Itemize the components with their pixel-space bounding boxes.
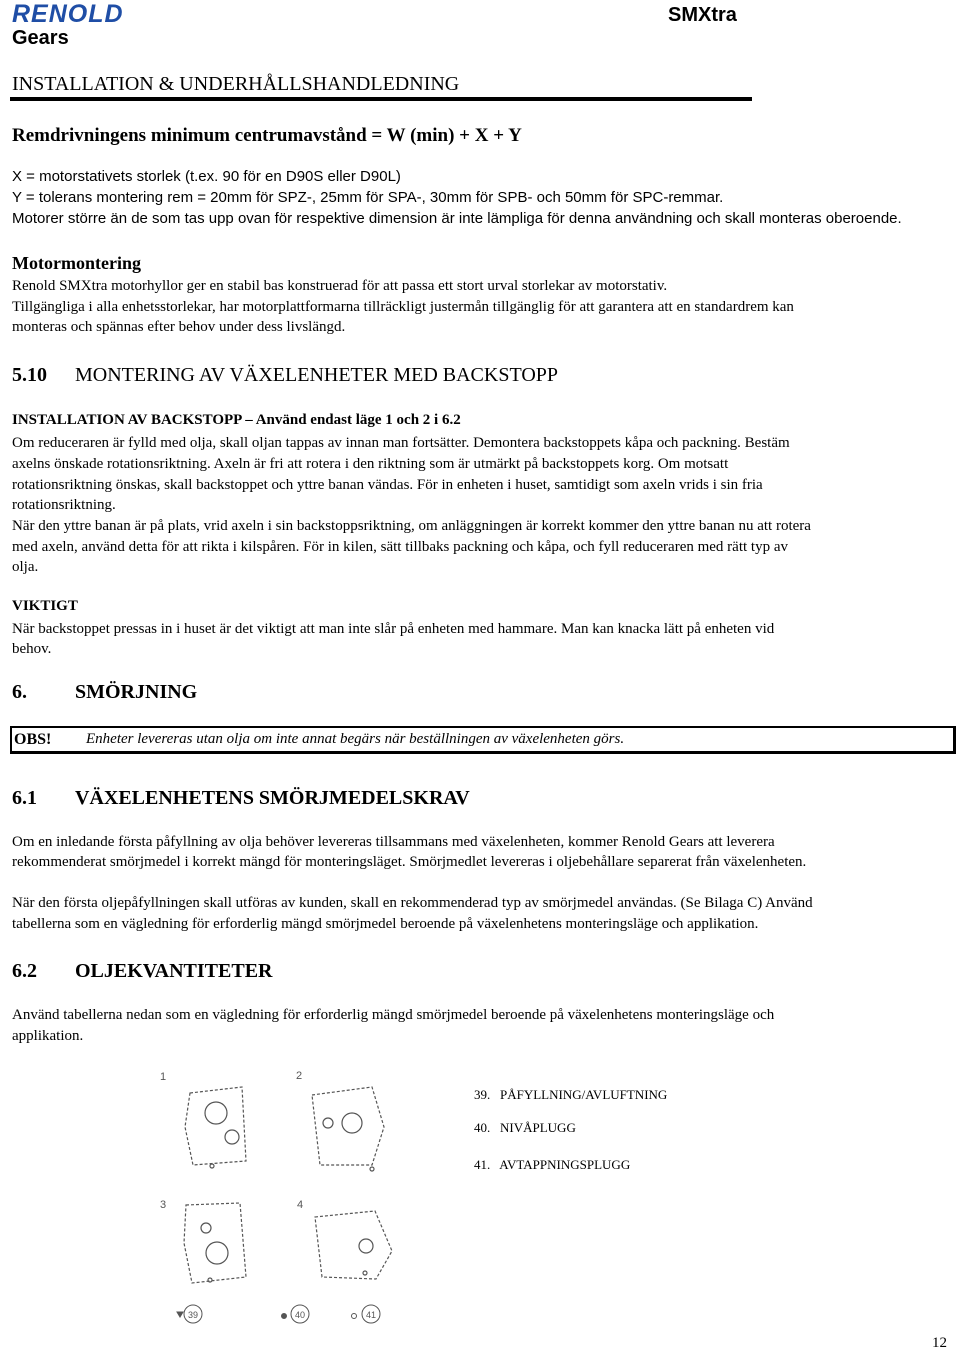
housing-position-4 xyxy=(315,1211,392,1279)
port-circle xyxy=(205,1102,227,1124)
fill-symbol-icon xyxy=(177,1312,183,1317)
port-circle xyxy=(363,1271,367,1275)
section-number: 5.10 xyxy=(12,364,47,386)
paragraph-line: När den första oljepåfyllningen skall utföras av kunden, skall en rekommenderad typ av smörjmedel användas. (Se Bilaga C) Använd xyxy=(12,895,813,911)
section-6-2-heading xyxy=(12,960,272,983)
section-title: SMÖRJNING xyxy=(75,681,198,703)
symbol-number: 40 xyxy=(294,1310,306,1320)
port-circle xyxy=(225,1130,239,1144)
port-circle xyxy=(323,1118,333,1128)
brand-subtitle: Gears xyxy=(12,27,69,49)
port-circle xyxy=(370,1167,374,1171)
section-6-1-heading xyxy=(12,787,470,810)
port-circle xyxy=(201,1223,211,1233)
section-title: MONTERING AV VÄXELENHETER MED BACKSTOPP xyxy=(75,364,559,386)
viktigt-line: behov. xyxy=(12,641,52,657)
port-circle xyxy=(208,1278,212,1282)
port-circle xyxy=(206,1242,228,1264)
symbol-number: 41 xyxy=(365,1310,377,1320)
position-label: 4 xyxy=(297,1199,304,1211)
position-label: 3 xyxy=(160,1199,167,1211)
section-5-10-heading xyxy=(12,364,558,387)
obs-text: Enheter levereras utan olja om inte annat begärs när beställningen av växelenheten görs. xyxy=(86,731,625,747)
paragraph-line: Använd tabellerna nedan som en vägledning för erforderlig mängd smörjmedel beroende på växelenhetens monteringsläge och xyxy=(12,1007,775,1023)
formula-line: Y = tolerans montering rem = 20mm för SPZ-, 25mm för SPA-, 30mm för SPB- och 50mm för SPC-remmar. xyxy=(12,189,724,206)
legend-number: 41. xyxy=(474,1157,491,1172)
backstopp-line: När den yttre banan är på plats, vrid axeln i sin backstoppsriktning, om anläggningen är korrekt kommer den yttre banan nu att rotera xyxy=(12,518,811,534)
section-title: VÄXELENHETENS SMÖRJMEDELSKRAV xyxy=(75,787,470,809)
port-circle xyxy=(342,1113,362,1133)
formula-line: X = motorstativets storlek (t.ex. 90 för en D90S eller D90L) xyxy=(12,168,401,185)
section-number: 6.1 xyxy=(12,787,37,809)
legend-item xyxy=(474,1120,576,1136)
legend-number: 40. xyxy=(474,1120,491,1135)
symbol-number: 39 xyxy=(187,1310,199,1320)
drain-symbol-icon xyxy=(352,1314,357,1319)
motormontering-line: Renold SMXtra motorhyllor ger en stabil bas konstruerad för att passa ett stort urval storlekar av motorstativ. xyxy=(12,278,668,294)
document-title: INSTALLATION & UNDERHÅLLSHANDLEDNING xyxy=(12,73,460,95)
backstopp-line: Om reduceraren är fylld med olja, skall oljan tappas av innan man fortsätter. Demontera backstoppets kåpa och packning. Bestäm xyxy=(12,435,790,451)
port-circle xyxy=(210,1164,214,1168)
backstopp-line: med axeln, använd detta för att rikta i kilspåren. För in kilen, sätt tillbaks packning och kåpa, och fyll reduceraren med rätt typ av xyxy=(12,539,788,555)
renold-logo: RENOLD xyxy=(12,0,124,28)
viktigt-line: När backstoppet pressas in i huset är det viktigt att man inte slår på enheten med hammare. Man kan knacka lätt på enheten vid xyxy=(12,621,775,637)
backstopp-line: axelns önskade rotationsriktning. Axeln är fri att rotera i den riktning som är utmärkt på backstoppets korg. Om motsatt xyxy=(12,456,729,472)
legend-number: 39. xyxy=(474,1087,491,1102)
paragraph-line: tabellerna som en vägledning för erforderlig mängd smörjmedel beroende på växelenhetens monteringsläge och applikation. xyxy=(12,916,759,932)
title-rule xyxy=(10,97,752,101)
legend-label: AVTAPPNINGSPLUGG xyxy=(499,1157,631,1172)
motormontering-heading: Motormontering xyxy=(12,253,141,273)
section-number: 6. xyxy=(12,681,27,703)
legend-item xyxy=(474,1087,667,1103)
backstopp-line: rotationsriktning önskas, skall backstoppet och yttre banan vändas. För in enheten i huset, samtidigt som axeln vrids i sin fria xyxy=(12,477,763,493)
formula-line: Motorer större än de som tas upp ovan för respektive dimension är inte lämpliga för denna användning och skall monteras oberoende. xyxy=(12,210,902,227)
section-title: OLJEKVANTITETER xyxy=(75,960,273,982)
position-label: 2 xyxy=(296,1070,303,1082)
section-6-heading xyxy=(12,681,197,704)
product-name: SMXtra xyxy=(668,4,737,26)
motormontering-line: Tillgängliga i alla enhetsstorlekar, har motorplattformarna tillräckligt justermån tillgänglig för att garantera att en standardrem kan xyxy=(12,299,794,315)
housing-position-1 xyxy=(185,1087,246,1165)
level-symbol-icon xyxy=(282,1314,287,1319)
viktigt-heading: VIKTIGT xyxy=(12,598,78,614)
section-number: 6.2 xyxy=(12,960,37,982)
backstopp-line: olja. xyxy=(12,559,39,575)
legend-item xyxy=(474,1157,630,1173)
paragraph-line: rekommenderat smörjmedel i korrekt mängd för monteringsläget. Smörjmedlet levereras i oljebehållare separerat från växelenheten. xyxy=(12,854,807,870)
housing-position-3 xyxy=(184,1203,246,1283)
port-circle xyxy=(359,1239,373,1253)
obs-label: OBS! xyxy=(14,731,52,748)
paragraph-line: applikation. xyxy=(12,1028,84,1044)
housing-position-2 xyxy=(312,1087,384,1165)
backstopp-line: rotationsriktning. xyxy=(12,497,116,513)
motormontering-line: monteras och spännas efter behov under dess livslängd. xyxy=(12,319,346,335)
formula-heading: Remdrivningens minimum centrumavstånd = W (min) + X + Y xyxy=(12,125,522,146)
position-label: 1 xyxy=(160,1071,167,1083)
backstopp-heading: INSTALLATION AV BACKSTOPP – Använd endast läge 1 och 2 i 6.2 xyxy=(12,412,461,428)
legend-label: NIVÅPLUGG xyxy=(500,1120,576,1135)
legend-label: PÅFYLLNING/AVLUFTNING xyxy=(500,1087,668,1102)
mounting-positions-diagram xyxy=(150,1065,450,1335)
page-number: 12 xyxy=(932,1335,947,1351)
paragraph-line: Om en inledande första påfyllning av olja behöver levereras tillsammans med växelenheten, kommer Renold Gears att leverera xyxy=(12,834,775,850)
